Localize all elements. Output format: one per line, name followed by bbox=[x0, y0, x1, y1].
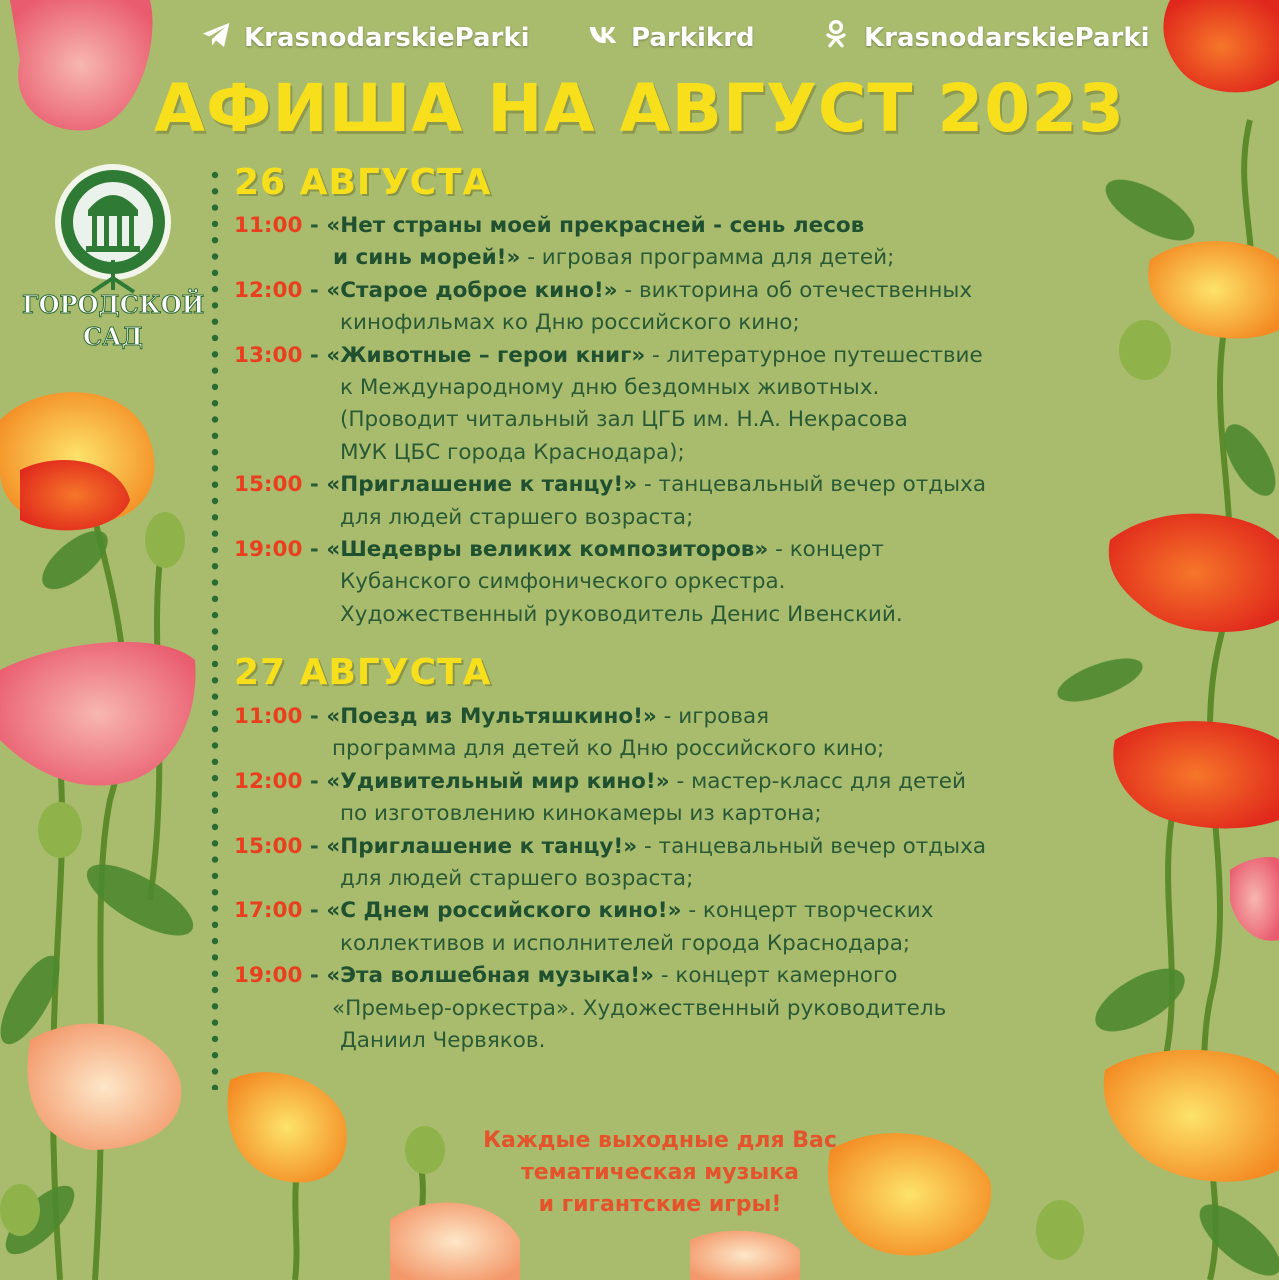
separator-dot bbox=[212, 188, 218, 194]
event-description: Художественный руководитель Денис Ивенский. bbox=[340, 601, 903, 627]
weekend-note-line-1: Каждые выходные для Вас bbox=[483, 1128, 837, 1153]
event-time: 12:00 bbox=[234, 277, 303, 303]
day-heading-27: 27 АВГУСТА bbox=[234, 652, 492, 693]
telegram-icon bbox=[200, 19, 232, 58]
separator-dot bbox=[212, 889, 218, 895]
telegram-label: KrasnodarskieParki bbox=[244, 23, 530, 53]
separator-dot bbox=[212, 204, 218, 210]
event-time: 17:00 bbox=[234, 898, 303, 924]
day-heading-26: 26 АВГУСТА bbox=[234, 162, 492, 203]
vk-handle bbox=[587, 18, 755, 58]
schedule-line bbox=[234, 343, 983, 368]
separator-dot bbox=[212, 808, 218, 814]
separator-dot bbox=[212, 759, 218, 765]
separator-dot bbox=[212, 482, 218, 488]
schedule-line bbox=[234, 537, 884, 562]
schedule-line bbox=[234, 213, 864, 238]
event-description: (Проводит читальный зал ЦГБ им. Н.А. Некрасова bbox=[340, 407, 908, 433]
schedule-line bbox=[340, 931, 910, 956]
event-dash: - bbox=[302, 704, 327, 729]
event-dash: - bbox=[302, 213, 327, 238]
schedule-line bbox=[340, 407, 908, 432]
separator-dot bbox=[212, 172, 218, 178]
event-dash: - bbox=[302, 963, 327, 989]
separator-dot bbox=[212, 791, 218, 797]
separator-dot bbox=[212, 547, 218, 553]
separator-dot bbox=[212, 710, 218, 716]
event-description: - концерт bbox=[768, 537, 884, 562]
event-dash: - bbox=[302, 537, 327, 562]
event-time: 11:00 bbox=[234, 704, 303, 729]
logo-line-1: ГОРОДСКОЙ bbox=[22, 290, 205, 319]
separator-dot bbox=[212, 351, 218, 357]
event-description: - танцевальный вечер отдыха bbox=[637, 472, 986, 498]
event-description: - танцевальный вечер отдыха bbox=[637, 833, 986, 859]
separator-dot bbox=[212, 400, 218, 406]
separator-dot bbox=[212, 987, 218, 993]
schedule-line bbox=[234, 704, 769, 729]
event-description: для людей старшего возраста; bbox=[340, 866, 694, 891]
event-title: «С Днем российского кино!» bbox=[326, 898, 682, 924]
odnoklassniki-handle bbox=[820, 18, 1150, 58]
separator-dot bbox=[212, 824, 218, 830]
separator-dot bbox=[212, 677, 218, 683]
event-description: для людей старшего возраста; bbox=[340, 504, 694, 530]
separator-dot bbox=[212, 270, 218, 276]
schedule-line bbox=[333, 245, 894, 270]
odnoklassniki-icon bbox=[820, 19, 852, 58]
event-description: - мастер-класс для детей bbox=[669, 768, 967, 794]
separator-dot bbox=[212, 1052, 218, 1058]
separator-dot bbox=[212, 563, 218, 569]
event-description: - концерт творческих bbox=[681, 898, 934, 924]
schedule-line bbox=[340, 505, 693, 530]
separator-dot bbox=[212, 1003, 218, 1009]
schedule-line bbox=[340, 569, 786, 594]
poster-title: АФИША НА АВГУСТ 2023 bbox=[153, 70, 1126, 147]
event-description: к Международному дню бездомных животных. bbox=[340, 375, 880, 400]
event-title: «Старое доброе кино!» bbox=[326, 277, 618, 303]
odnoklassniki-label: KrasnodarskieParki bbox=[864, 23, 1150, 53]
separator-dot bbox=[212, 237, 218, 243]
event-description: Кубанского симфонического оркестра. bbox=[340, 569, 786, 595]
event-description: кинофильмах ко Дню российского кино; bbox=[340, 310, 800, 336]
separator-dot bbox=[212, 873, 218, 879]
gorodskoy-sad-logo bbox=[22, 160, 204, 370]
schedule-line bbox=[340, 310, 800, 335]
event-description: - викторина об отечественных bbox=[617, 277, 973, 303]
separator-dot bbox=[212, 367, 218, 373]
event-title: «Поезд из Мультяшкино!» bbox=[326, 704, 657, 729]
separator-dot bbox=[212, 645, 218, 651]
event-time: 19:00 bbox=[234, 963, 303, 989]
tree-rotunda-icon bbox=[22, 160, 204, 300]
separator-dot bbox=[212, 1036, 218, 1042]
event-time: 12:00 bbox=[234, 768, 303, 794]
separator-dot bbox=[212, 922, 218, 928]
weekend-note bbox=[440, 1125, 880, 1221]
event-title: и синь морей!» bbox=[333, 245, 521, 271]
separator-dot bbox=[212, 628, 218, 634]
separator-dot bbox=[212, 742, 218, 748]
separator-dot bbox=[212, 530, 218, 536]
separator-dot bbox=[212, 514, 218, 520]
separator-dot bbox=[212, 612, 218, 618]
separator-dot bbox=[212, 693, 218, 699]
event-title: «Нет страны моей прекрасней - сень лесов bbox=[326, 213, 865, 238]
separator-dot bbox=[212, 971, 218, 977]
schedule-line bbox=[234, 278, 972, 303]
schedule-line bbox=[340, 440, 685, 465]
separator-dot bbox=[212, 775, 218, 781]
schedule-line bbox=[234, 472, 986, 497]
separator-dot bbox=[212, 1068, 218, 1074]
event-dash: - bbox=[302, 833, 327, 859]
separator-dot bbox=[212, 579, 218, 585]
event-time: 13:00 bbox=[234, 342, 303, 368]
separator-dot bbox=[212, 335, 218, 341]
event-description: Даниил Червяков. bbox=[340, 1028, 546, 1053]
schedule-line bbox=[340, 375, 879, 400]
schedule-line bbox=[340, 602, 903, 627]
event-title: «Приглашение к танцу!» bbox=[326, 472, 638, 498]
schedule-line bbox=[234, 769, 966, 794]
event-title: «Шедевры великих композиторов» bbox=[326, 537, 769, 562]
separator-dot bbox=[212, 449, 218, 455]
event-title: «Эта волшебная музыка!» bbox=[326, 963, 654, 989]
event-dash: - bbox=[302, 768, 327, 794]
event-title: «Удивительный мир кино!» bbox=[326, 768, 670, 794]
weekend-note-line-3: и гигантские игры! bbox=[538, 1192, 782, 1217]
separator-dot bbox=[212, 465, 218, 471]
event-description: «Премьер-оркестра». Художественный руководитель bbox=[332, 995, 947, 1021]
separator-dot bbox=[212, 319, 218, 325]
event-description: МУК ЦБС города Краснодара); bbox=[340, 439, 685, 465]
schedule-line bbox=[234, 898, 933, 923]
separator-dot bbox=[212, 596, 218, 602]
event-description: - литературное путешествие bbox=[645, 342, 983, 368]
event-dash: - bbox=[302, 342, 327, 368]
event-description: - концерт камерного bbox=[654, 963, 898, 989]
schedule-line bbox=[332, 996, 946, 1021]
separator-dot bbox=[212, 253, 218, 259]
vk-icon bbox=[587, 19, 619, 58]
event-description: - игровая bbox=[656, 704, 770, 729]
schedule-line bbox=[340, 866, 693, 891]
schedule-line bbox=[332, 736, 884, 761]
logo-line-2: САД bbox=[83, 322, 143, 351]
separator-dot bbox=[212, 726, 218, 732]
separator-dot bbox=[212, 433, 218, 439]
event-time: 19:00 bbox=[234, 537, 303, 562]
separator-dot bbox=[212, 384, 218, 390]
event-time: 11:00 bbox=[234, 213, 303, 238]
schedule-line bbox=[234, 834, 986, 859]
event-dash: - bbox=[302, 898, 327, 924]
dotted-separator bbox=[210, 170, 220, 1090]
separator-dot bbox=[212, 221, 218, 227]
event-description: - игровая программа для детей; bbox=[520, 245, 895, 271]
separator-dot bbox=[212, 661, 218, 667]
event-time: 15:00 bbox=[234, 833, 303, 859]
separator-dot bbox=[212, 416, 218, 422]
separator-dot bbox=[212, 856, 218, 862]
event-description: коллективов и исполнителей города Краснодара; bbox=[340, 930, 911, 956]
schedule-line bbox=[340, 801, 822, 826]
schedule-line bbox=[234, 963, 897, 988]
separator-dot bbox=[212, 905, 218, 911]
event-dash: - bbox=[302, 472, 327, 498]
separator-dot bbox=[212, 286, 218, 292]
separator-dot bbox=[212, 1019, 218, 1025]
separator-dot bbox=[212, 498, 218, 504]
schedule-line bbox=[340, 1028, 545, 1053]
separator-dot bbox=[212, 938, 218, 944]
separator-dot bbox=[212, 1085, 218, 1090]
telegram-handle bbox=[200, 18, 530, 58]
event-title: «Животные – герои книг» bbox=[326, 342, 646, 368]
event-dash: - bbox=[302, 277, 327, 303]
event-title: «Приглашение к танцу!» bbox=[326, 833, 638, 859]
vk-label: Parkikrd bbox=[631, 23, 755, 53]
weekend-note-line-2: тематическая музыка bbox=[520, 1160, 800, 1185]
separator-dot bbox=[212, 954, 218, 960]
event-description: по изготовлению кинокамеры из картона; bbox=[340, 801, 822, 827]
separator-dot bbox=[212, 302, 218, 308]
event-description: программа для детей ко Дню российского кино; bbox=[332, 736, 885, 762]
event-time: 15:00 bbox=[234, 472, 303, 498]
separator-dot bbox=[212, 840, 218, 846]
